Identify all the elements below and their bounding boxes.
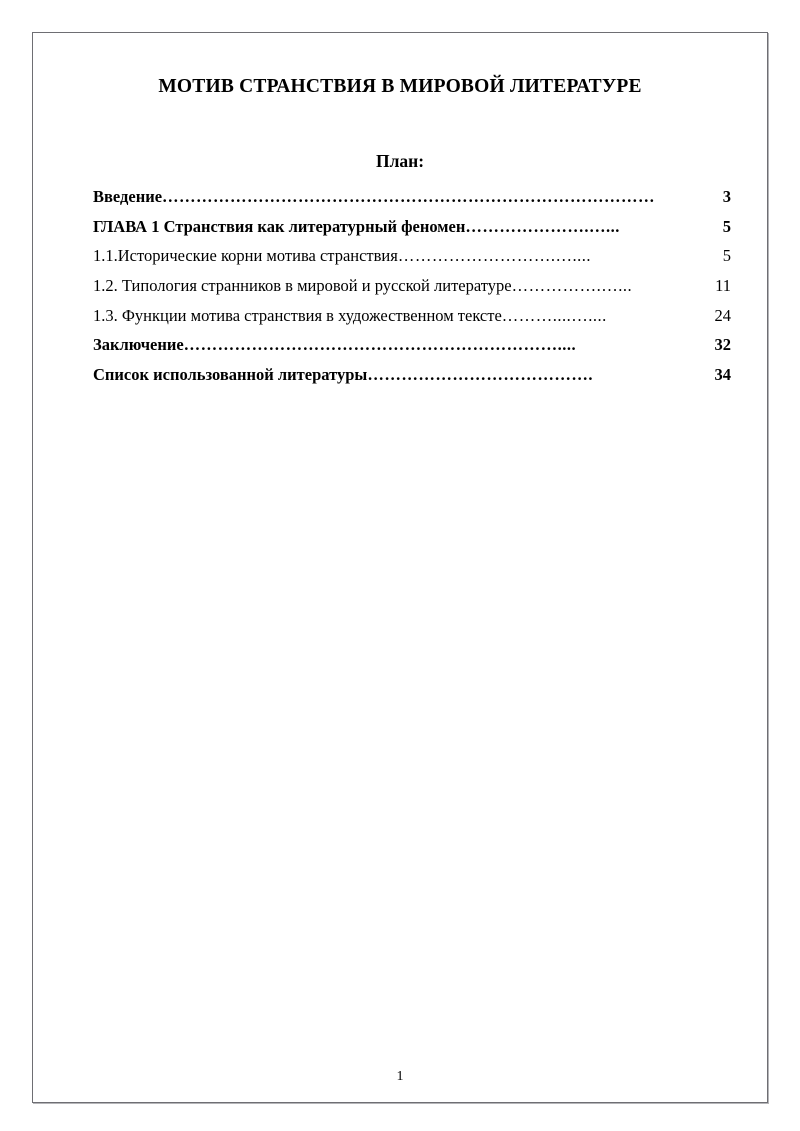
plan-heading: План: (375, 151, 425, 171)
toc-entry-label: ГЛАВА 1 Странствия как литературный феномен (93, 216, 466, 236)
toc-entry[interactable] (93, 360, 731, 390)
document-title: МОТИВ СТРАНСТВИЯ В МИРОВОЙ ЛИТЕРАТУРЕ (158, 76, 642, 97)
page-content-area (33, 33, 767, 1102)
toc-entry-page-number: 5 (722, 246, 731, 266)
toc-dot-leader: …………………………………………………………………………… (162, 187, 656, 206)
toc-entry[interactable] (93, 182, 731, 212)
toc-entry-label: 1.1.Исторические корни мотива странствия (93, 246, 398, 266)
toc-dot-leader: ………………….…... (465, 216, 620, 236)
toc-entry-label: 1.3. Функции мотива странствия в художественном тексте (93, 305, 502, 325)
toc-entry-label: Введение (93, 187, 163, 206)
toc-entry[interactable] (93, 301, 731, 331)
toc-dot-leader: ………………………………………………………….... (183, 335, 577, 355)
toc-entry[interactable] (93, 212, 731, 242)
toc-entry-page-number: 3 (722, 187, 731, 206)
toc-entry-page-number: 11 (715, 276, 731, 296)
toc-entry-label: Заключение (93, 335, 184, 355)
toc-dot-leader: ……………………….….... (397, 246, 591, 266)
toc-entry-page-number: 5 (722, 216, 731, 236)
toc-entry-label: Список использованной литературы (93, 365, 368, 385)
toc-entry[interactable] (93, 271, 731, 301)
toc-entry-page-number: 32 (714, 335, 731, 355)
table-of-contents (93, 182, 731, 390)
toc-entry-page-number: 24 (714, 305, 731, 325)
toc-dot-leader: …………………………………. (367, 365, 593, 385)
toc-dot-leader: ………....….... (501, 305, 607, 325)
toc-entry-page-number: 34 (714, 365, 731, 385)
toc-entry-label: 1.2. Типология странников в мировой и русской литературе (93, 276, 512, 296)
toc-entry[interactable] (93, 330, 731, 360)
footer-page-number: 1 (396, 1069, 404, 1084)
toc-dot-leader: …………….…... (511, 276, 633, 296)
document-page (32, 32, 768, 1103)
toc-entry[interactable] (93, 241, 731, 271)
